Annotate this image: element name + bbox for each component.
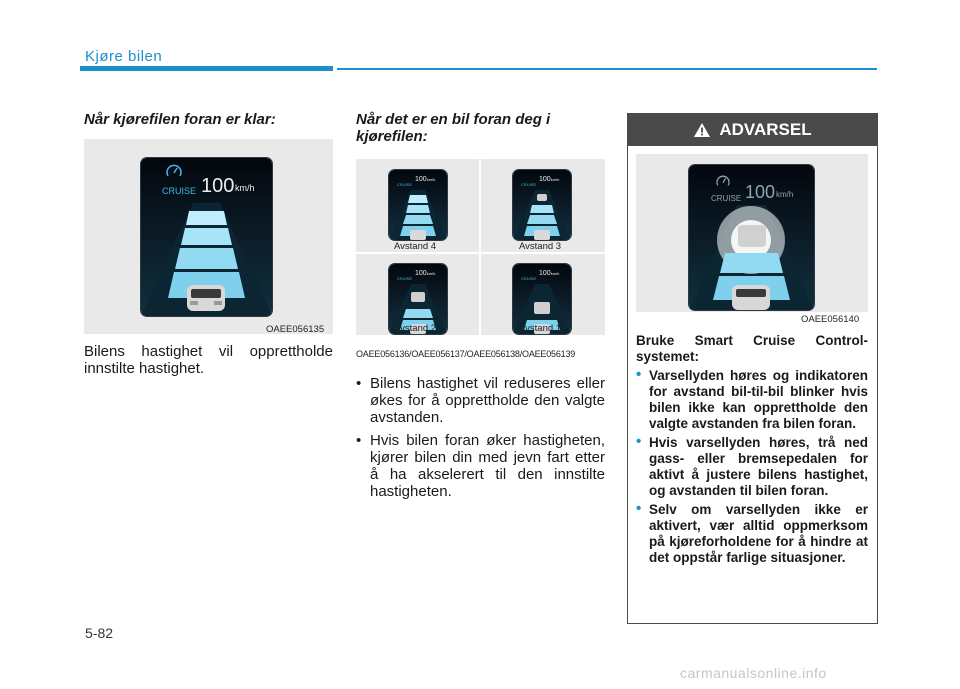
distance-label-1: Avstand 1	[519, 323, 562, 334]
car-icon	[187, 285, 225, 311]
mini-cluster-3: 100km/h CRUISE	[513, 170, 571, 240]
warning-lane-graphic	[689, 205, 814, 310]
left-heading: Når kjørefilen foran er klar:	[84, 111, 276, 128]
speed-value: 100	[201, 175, 235, 197]
mini-cluster-2: 100km/h CRUISE	[389, 264, 447, 334]
watermark: carmanualsonline.info	[680, 665, 827, 681]
warning-body	[636, 333, 868, 566]
middle-heading: Når det er en bil foran deg i kjørefilen:	[356, 111, 551, 145]
cruise-icon	[715, 175, 731, 187]
mini-cluster-4: 100km/h CRUISE	[389, 170, 447, 240]
page-number: 5-82	[85, 625, 114, 641]
image-code-warning: OAEE056140	[801, 314, 860, 325]
cruise-label: CRUISE	[162, 186, 197, 196]
speed-unit: km/h	[235, 183, 255, 193]
distance-label-2: Avstand 2	[394, 323, 437, 334]
image-code-left: OAEE056135	[266, 324, 325, 335]
distance-label-3: Avstand 3	[519, 241, 562, 252]
left-body-text: Bilens hastighet vil opprettholde innstilte hastighet.	[84, 343, 333, 377]
list-item: • Bilens hastighet vil reduseres eller økes for å opprettholde den valgte avstanden.	[356, 375, 605, 426]
header-rule-thin	[337, 68, 877, 70]
section-title: Kjøre bilen	[85, 48, 163, 65]
warning-header	[628, 114, 877, 146]
distance-label-4: Avstand 4	[394, 241, 437, 252]
list-item: • Varsellyden høres og indikatoren for avstand bil-til-bil blinker hvis bilen ikke kan opprettholde den valgte avstanden fra bilen foran.	[636, 366, 868, 431]
warning-triangle-icon	[693, 122, 711, 138]
distance-image-grid	[356, 159, 605, 335]
cruise-icon	[165, 164, 183, 178]
lane-graphic	[141, 203, 272, 316]
warning-cluster-screen: CRUISE 100 km/h	[689, 165, 814, 310]
cluster-image-clear	[84, 139, 333, 334]
grid-divider-v	[479, 159, 481, 335]
list-item: • Hvis bilen foran øker hastigheten, kjører bilen din med jevn fart etter å ha akselerert til den innstilte hastigheten.	[356, 432, 605, 500]
grid-divider-h	[356, 252, 605, 254]
middle-bullets	[356, 375, 605, 500]
list-item: • Hvis varsellyden høres, trå ned gass- eller bremsepedalen for aktivt å justere bilens hastighet, og avstanden til bilen foran.	[636, 433, 868, 498]
warning-title: ADVARSEL	[719, 120, 812, 139]
header-rule-thick	[80, 66, 333, 71]
list-item: • Selv om varsellyden ikke er aktivert, vær alltid oppmerksom på kjøreforholdene for å hindre at det oppstår farlige situasjoner.	[636, 500, 868, 565]
warning-intro: Bruke Smart Cruise Control-systemet:	[636, 333, 868, 364]
warning-cluster-image	[636, 154, 868, 312]
mini-cluster-1: 100km/h CRUISE	[513, 264, 571, 334]
image-codes-middle: OAEE056136/OAEE056137/OAEE056138/OAEE056139	[356, 349, 576, 359]
cluster-screen	[141, 158, 272, 316]
